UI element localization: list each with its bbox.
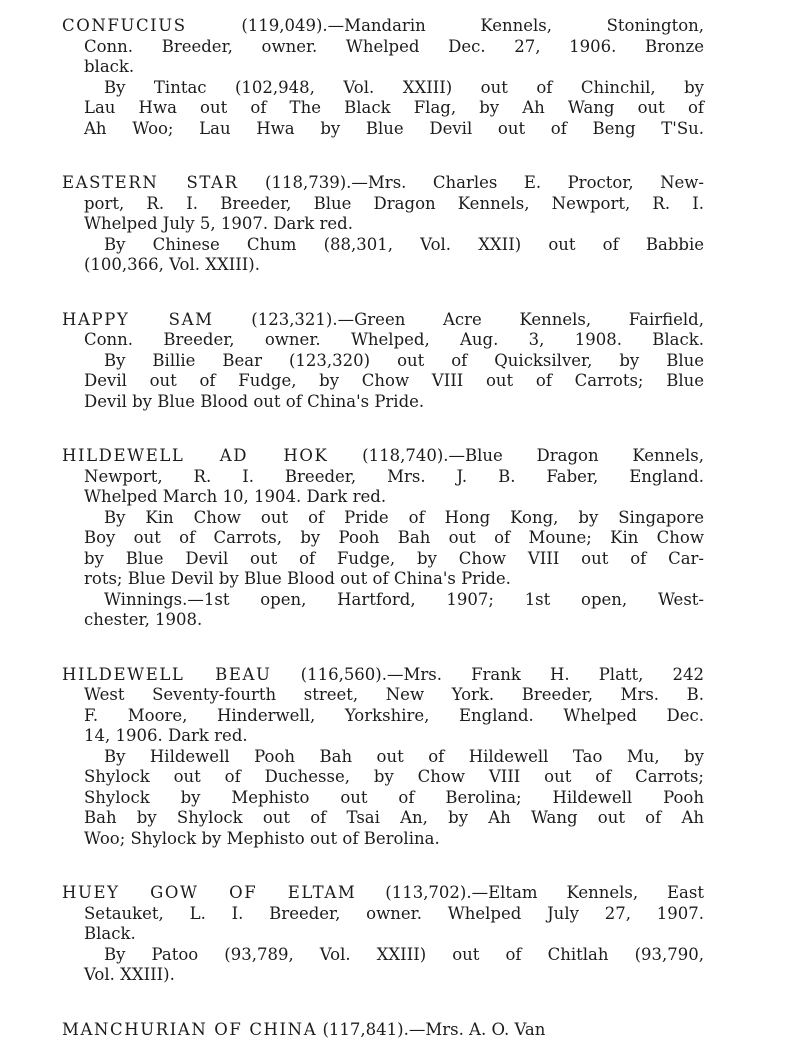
entry-line: Conn. Breeder, owner. Whelped Dec. 27, 1906. Bronze	[62, 37, 704, 58]
dog-name: CONFUCIUS	[62, 16, 187, 35]
pedigree-line: Shylock by Mephisto out of Berolina; Hildewell Pooh	[62, 788, 704, 809]
registry-entry	[62, 446, 704, 631]
pedigree-line: Shylock out of Duchesse, by Chow VIII out of Carrots;	[62, 767, 704, 788]
dog-name: HAPPY SAM	[62, 310, 214, 329]
registry-entry	[62, 883, 704, 986]
pedigree-line: by Blue Devil out of Fudge, by Chow VIII out of Car-	[62, 549, 704, 570]
pedigree-line: Woo; Shylock by Mephisto out of Berolina.	[62, 829, 704, 850]
dog-name: MANCHURIAN OF CHINA	[62, 1020, 317, 1039]
pedigree-line: By Patoo (93,789, Vol. XXIII) out of Chitlah (93,790,	[62, 945, 704, 966]
pedigree-line: Ah Woo; Lau Hwa by Blue Devil out of Beng T'Su.	[62, 119, 704, 140]
entry-line: black.	[62, 57, 704, 78]
pedigree-line: rots; Blue Devil by Blue Blood out of China's Pride.	[62, 569, 704, 590]
pedigree-line: Boy out of Carrots, by Pooh Bah out of Moune; Kin Chow	[62, 528, 704, 549]
registry-entry	[62, 1020, 704, 1040]
entry-line: Whelped March 10, 1904. Dark red.	[62, 487, 704, 508]
pedigree-line: By Billie Bear (123,320) out of Quicksilver, by Blue	[62, 351, 704, 372]
pedigree-line: By Kin Chow out of Pride of Hong Kong, by Singapore	[62, 508, 704, 529]
entry-line: port, R. I. Breeder, Blue Dragon Kennels, Newport, R. I.	[62, 194, 704, 215]
dog-name: EASTERN STAR	[62, 173, 239, 192]
entry-line: Conn. Breeder, owner. Whelped, Aug. 3, 1908. Black.	[62, 330, 704, 351]
winnings-line: chester, 1908.	[62, 610, 704, 631]
pedigree-line: (100,366, Vol. XXIII).	[62, 255, 704, 276]
registry-entry	[62, 665, 704, 850]
pedigree-line: Devil out of Fudge, by Chow VIII out of Carrots; Blue	[62, 371, 704, 392]
entry-line: Newport, R. I. Breeder, Mrs. J. B. Faber, England.	[62, 467, 704, 488]
entry-line: Whelped July 5, 1907. Dark red.	[62, 214, 704, 235]
winnings-line: Winnings.—1st open, Hartford, 1907; 1st open, West-	[62, 590, 704, 611]
entry-line: F. Moore, Hinderwell, Yorkshire, England. Whelped Dec.	[62, 706, 704, 727]
registry-entry	[62, 310, 704, 413]
entry-heading: HILDEWELL BEAU (116,560).—Mrs. Frank H. Platt, 242	[62, 665, 704, 686]
dog-name: HILDEWELL AD HOK	[62, 446, 328, 465]
pedigree-line: Devil by Blue Blood out of China's Pride.	[62, 392, 704, 413]
stud-book-page	[62, 16, 704, 1040]
entry-heading: HILDEWELL AD HOK (118,740).—Blue Dragon Kennels,	[62, 446, 704, 467]
pedigree-line: By Chinese Chum (88,301, Vol. XXII) out of Babbie	[62, 235, 704, 256]
entry-heading: CONFUCIUS (119,049).—Mandarin Kennels, Stonington,	[62, 16, 704, 37]
entry-heading: HAPPY SAM (123,321).—Green Acre Kennels, Fairfield,	[62, 310, 704, 331]
entry-line: Setauket, L. I. Breeder, owner. Whelped July 27, 1907.	[62, 904, 704, 925]
entry-line: 14, 1906. Dark red.	[62, 726, 704, 747]
entry-heading: MANCHURIAN OF CHINA (117,841).—Mrs. A. O. Van	[62, 1020, 704, 1040]
dog-name: HUEY GOW OF ELTAM	[62, 883, 356, 902]
pedigree-line: Bah by Shylock out of Tsai An, by Ah Wang out of Ah	[62, 808, 704, 829]
dog-name: HILDEWELL BEAU	[62, 665, 272, 684]
pedigree-line: By Hildewell Pooh Bah out of Hildewell Tao Mu, by	[62, 747, 704, 768]
registry-entry	[62, 173, 704, 276]
pedigree-line: Lau Hwa out of The Black Flag, by Ah Wang out of	[62, 98, 704, 119]
entry-heading: HUEY GOW OF ELTAM (113,702).—Eltam Kennels, East	[62, 883, 704, 904]
pedigree-line: Vol. XXIII).	[62, 965, 704, 986]
entry-heading: EASTERN STAR (118,739).—Mrs. Charles E. Proctor, New-	[62, 173, 704, 194]
entry-line: West Seventy-fourth street, New York. Breeder, Mrs. B.	[62, 685, 704, 706]
entry-line: Black.	[62, 924, 704, 945]
registry-entry	[62, 16, 704, 139]
pedigree-line: By Tintac (102,948, Vol. XXIII) out of Chinchil, by	[62, 78, 704, 99]
